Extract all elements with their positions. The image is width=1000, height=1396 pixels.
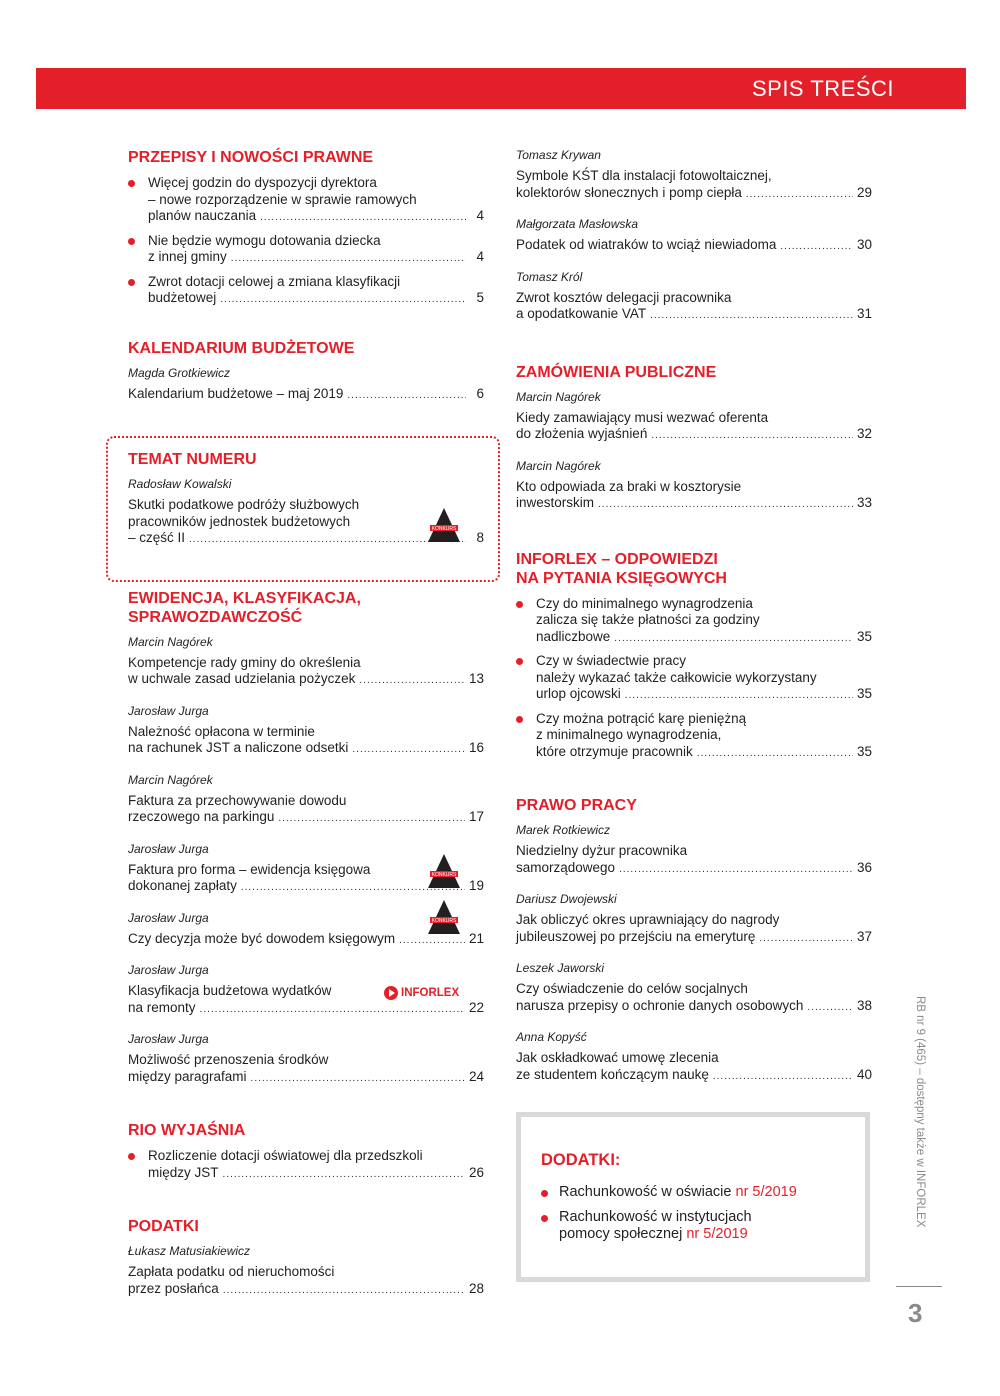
entry-line: Czy w świadectwie pracy: [536, 653, 687, 668]
dot-leader: [619, 860, 853, 879]
dot-leader: [780, 237, 853, 256]
header-banner: [36, 68, 966, 109]
svg-text:KONKURS: KONKURS: [431, 872, 457, 878]
dot-leader: [807, 998, 853, 1017]
toc-bullet-item[interactable]: [516, 653, 872, 705]
bullet-dot-icon: [128, 1153, 135, 1160]
bullet-dot-icon: [128, 279, 135, 286]
entry-line: Kompetencje rady gminy do określenia: [128, 654, 361, 670]
page-number: 35: [856, 628, 872, 644]
section-inforlex: [516, 550, 872, 763]
bullet-dot-icon: [128, 180, 135, 187]
entry-line: Więcej godzin do dyspozycji dyrektora: [148, 175, 377, 190]
entry-last-line: urlop ojcowski: [536, 686, 621, 701]
left-column: [128, 148, 484, 1319]
dot-leader: [650, 306, 853, 325]
section-zamowienia: [516, 363, 872, 514]
toc-entry[interactable]: [516, 479, 872, 514]
entry-last-line: jubileuszowej po przejściu na emeryturę: [516, 928, 756, 944]
toc-entry[interactable]: [128, 655, 484, 690]
author: Tomasz Król: [516, 269, 583, 284]
page-number: 26: [468, 1164, 484, 1180]
toc-entry[interactable]: [516, 843, 872, 878]
entry-last-line: rzeczowego na parkingu: [128, 809, 275, 824]
toc-entry[interactable]: [128, 793, 484, 828]
section-rio: [128, 1121, 484, 1183]
entry-last-line: nadliczbowe: [536, 628, 611, 644]
page-number: 13: [468, 671, 484, 686]
entry-last-line: budżetowej: [148, 290, 217, 305]
page-number: 38: [856, 997, 872, 1013]
toc-bullet-item[interactable]: [128, 175, 484, 227]
dot-leader: [352, 740, 465, 759]
entry-line: zalicza się także płatności za godziny: [536, 612, 760, 627]
dodatki-item-text: Rachunkowość w oświacie: [559, 1184, 732, 1200]
entry-last-line: planów nauczania: [148, 208, 257, 223]
page-title: SPIS TREŚCI: [751, 76, 894, 101]
section-title: KALENDARIUM BUDŻETOWE: [128, 339, 355, 357]
dot-leader: [697, 744, 853, 763]
dot-leader: [223, 1281, 465, 1300]
dot-leader: [713, 1067, 853, 1086]
entry-last-line: do złożenia wyjaśnień: [516, 426, 648, 441]
entry-last-line: między paragrafami: [128, 1068, 247, 1084]
toc-entry[interactable]: [516, 1050, 872, 1085]
entry-line: z minimalnego wynagrodzenia,: [536, 727, 722, 742]
page-number: 35: [856, 743, 872, 759]
dot-leader: [625, 686, 853, 705]
page-number: 28: [468, 1280, 484, 1296]
page-number-footer: 3: [908, 1298, 923, 1328]
dot-leader: [347, 386, 466, 405]
side-caption: RB nr 9 (465) – dostępny także w INFORLEX: [914, 996, 926, 1228]
page-number: 17: [468, 809, 484, 824]
entry-line: Kiedy zamawiający musi wezwać oferenta: [516, 409, 769, 425]
toc-entry[interactable]: [128, 724, 484, 759]
entry-line: należy wykazać także całkowicie wykorzystany: [536, 669, 817, 685]
entry-last-line: które otrzymuje pracownik: [536, 743, 693, 759]
author: Anna Kopyść: [516, 1030, 587, 1044]
dot-leader: [260, 208, 466, 227]
page-number: 22: [468, 999, 484, 1015]
entry-line: Zapłata podatku od nieruchomości: [128, 1264, 335, 1279]
svg-text:KONKURS: KONKURS: [431, 918, 457, 924]
toc-entry[interactable]: [128, 1264, 484, 1299]
page-number: 6: [476, 385, 484, 401]
entry-last-line: na remonty: [128, 999, 196, 1015]
author: Marcin Nagórek: [516, 458, 601, 473]
dot-leader: [189, 530, 466, 549]
entry-line: Faktura pro forma – ewidencja księgowa: [128, 861, 371, 877]
page-number: 30: [856, 237, 872, 252]
page-number: 4: [476, 249, 484, 264]
entry-line: Skutki podatkowe podróży służbowych: [128, 497, 360, 512]
section-title: RIO WYJAŚNIA: [128, 1122, 246, 1139]
dot-leader: [200, 1000, 465, 1019]
page-number: 4: [476, 208, 484, 223]
section-title: PODATKI: [128, 1218, 199, 1235]
author: Marcin Nagórek: [128, 634, 213, 649]
entry-line: Możliwość przenoszenia środków: [128, 1052, 329, 1067]
page-number: 8: [476, 530, 484, 545]
author: Jarosław Jurga: [128, 841, 209, 856]
dot-leader: [614, 629, 853, 648]
right-column: [516, 148, 872, 1105]
toc-bullet-item[interactable]: [516, 596, 872, 648]
dodatki-box: [516, 1112, 870, 1282]
entry-line: Jak obliczyć okres uprawniający do nagrody: [516, 912, 780, 927]
section-title: EWIDENCJA, KLASYFIKACJA, SPRAWOZDAWCZOŚĆ: [128, 589, 361, 626]
side-caption-wrap: [910, 996, 926, 1262]
dot-leader: [746, 185, 853, 204]
dodatki-item-issue: nr 5/2019: [735, 1184, 797, 1200]
entry-last-line: Czy decyzja może być dowodem księgowym: [128, 930, 396, 946]
bullet-dot-icon: [516, 601, 523, 608]
entry-line: Kto odpowiada za braki w kosztorysie: [516, 478, 742, 494]
section-title: PRAWO PRACY: [516, 797, 637, 814]
page-number: 5: [476, 290, 484, 305]
section-ewidencja: [128, 589, 484, 1088]
dodatki-item-issue: nr 5/2019: [686, 1226, 748, 1242]
toc-entry[interactable]: [128, 386, 484, 405]
entry-line: Czy można potrącić karę pieniężną: [536, 710, 747, 726]
entry-last-line: kolektorów słonecznych i pomp ciepła: [516, 184, 742, 200]
page-number: 16: [468, 740, 484, 755]
page-divider: [896, 1286, 942, 1287]
page-number: 24: [468, 1068, 484, 1084]
entry-last-line: narusza przepisy o ochronie danych osobowych: [516, 997, 804, 1013]
author: Dariusz Dwojewski: [516, 892, 617, 906]
author: Marek Rotkiewicz: [516, 823, 611, 837]
dodatki-title: DODATKI:: [541, 1151, 621, 1169]
dot-leader: [278, 809, 465, 828]
inforlex-badge: [384, 986, 459, 1000]
bullet-dot-icon: [541, 1215, 548, 1222]
dot-leader: [220, 290, 466, 309]
svg-text:KONKURS: KONKURS: [431, 526, 457, 532]
konkurs-badge-icon: [428, 854, 460, 888]
entry-last-line: samorządowego: [516, 859, 616, 875]
toc-bullet-item[interactable]: [128, 274, 484, 309]
dot-leader: [251, 1069, 465, 1088]
entry-line: Niedzielny dyżur pracownika: [516, 843, 688, 858]
konkurs-badge-icon: [428, 508, 460, 542]
entry-line: Faktura za przechowywanie dowodu: [128, 792, 347, 808]
dot-leader: [223, 1165, 465, 1184]
dodatki-item[interactable]: [541, 1209, 845, 1243]
author: Małgorzata Masłowska: [516, 217, 639, 231]
entry-line: Nie będzie wymogu dotowania dziecka: [148, 232, 381, 248]
section-podatki: [128, 1217, 484, 1299]
entry-line: – nowe rozporządzenie w sprawie ramowych: [148, 191, 417, 207]
inforlex-label: INFORLEX: [401, 987, 460, 999]
section-title: INFORLEX – ODPOWIEDZI NA PYTANIA KSIĘGOWYCH: [516, 550, 727, 587]
page-number: 19: [468, 878, 484, 893]
entry-line: Czy do minimalnego wynagrodzenia: [536, 595, 753, 611]
dot-leader: [231, 249, 466, 268]
entry-last-line: przez posłańca: [128, 1280, 219, 1296]
author: Marcin Nagórek: [128, 772, 213, 787]
section-przepisy: [128, 148, 484, 309]
toc-entry[interactable]: [516, 410, 872, 445]
page-number: 40: [856, 1066, 872, 1082]
bullet-dot-icon: [516, 716, 523, 723]
entry-line: pracowników jednostek budżetowych: [128, 513, 351, 529]
toc-bullet-item[interactable]: [128, 233, 484, 268]
entry-last-line: ze studentem kończącym naukę: [516, 1066, 709, 1082]
toc-bullet-item[interactable]: [128, 1148, 484, 1183]
page-number: 33: [856, 495, 872, 510]
author: Łukasz Matusiakiewicz: [128, 1244, 251, 1258]
entry-line: Należność opłacona w terminie: [128, 723, 315, 739]
entry-last-line: dokonanej zapłaty: [128, 878, 237, 893]
dot-leader: [651, 426, 853, 445]
section-kalendarium: [128, 339, 484, 405]
entry-last-line: między JST: [148, 1164, 219, 1180]
toc-entry[interactable]: [516, 912, 872, 947]
entry-line: Czy oświadczenie do celów socjalnych: [516, 981, 748, 996]
author: Jarosław Jurga: [128, 963, 209, 977]
toc-entry[interactable]: [516, 290, 872, 325]
author: Jarosław Jurga: [128, 910, 209, 925]
entry-last-line: – część II: [128, 530, 186, 545]
entry-line: Rozliczenie dotacji oświatowej dla przedszkoli: [148, 1148, 423, 1163]
page-number: 21: [468, 930, 484, 946]
page-number: 35: [856, 686, 872, 701]
section-title: PRZEPISY I NOWOŚCI PRAWNE: [128, 149, 374, 166]
entry-last-line: a opodatkowanie VAT: [516, 306, 647, 321]
toc-entry[interactable]: [516, 168, 872, 203]
entry-last-line: Podatek od wiatraków to wciąż niewiadoma: [516, 237, 777, 252]
play-icon: [384, 986, 398, 1000]
author: Tomasz Krywan: [516, 148, 601, 162]
konkurs-badge-icon: [428, 900, 460, 934]
entry-line: Symbole KŚT dla instalacji fotowoltaicznej,: [516, 168, 772, 183]
entry-last-line: w uchwale zasad udzielania pożyczek: [128, 671, 356, 686]
entry-line: Klasyfikacja budżetowa wydatków: [128, 983, 332, 998]
author: Marcin Nagórek: [516, 389, 601, 404]
page-number: 37: [856, 928, 872, 944]
author: Magda Grotkiewicz: [128, 365, 231, 380]
section-title: ZAMÓWIENIA PUBLICZNE: [516, 363, 717, 381]
section-podatki-cont: [516, 148, 872, 325]
entry-last-line: na rachunek JST a naliczone odsetki: [128, 740, 349, 755]
entry-last-line: z innej gminy: [148, 249, 227, 264]
page-number: 29: [856, 184, 872, 200]
section-title: TEMAT NUMERU: [128, 451, 257, 468]
author: Leszek Jaworski: [516, 961, 605, 975]
toc-entry[interactable]: [128, 1052, 484, 1087]
entry-last-line: Kalendarium budżetowe – maj 2019: [128, 385, 344, 401]
dot-leader: [598, 495, 853, 514]
bullet-dot-icon: [128, 238, 135, 245]
toc-entry[interactable]: [516, 981, 872, 1016]
entry-line: Jak oskładkować umowę zlecenia: [516, 1050, 719, 1065]
entry-line: Zwrot dotacji celowej a zmiana klasyfikacji: [148, 273, 401, 289]
toc-entry[interactable]: [516, 237, 872, 256]
bullet-dot-icon: [516, 658, 523, 665]
bullet-dot-icon: [541, 1190, 548, 1197]
dodatki-item-text: Rachunkowość w instytucjach pomocy społecznej: [559, 1209, 752, 1242]
entry-last-line: inwestorskim: [516, 495, 595, 510]
page-number: 31: [856, 306, 872, 321]
dot-leader: [359, 671, 465, 690]
entry-line: Zwrot kosztów delegacji pracownika: [516, 289, 732, 305]
toc-bullet-item[interactable]: [516, 711, 872, 763]
author: Jarosław Jurga: [128, 1032, 209, 1046]
dodatki-item[interactable]: [541, 1184, 845, 1201]
author: Jarosław Jurga: [128, 703, 209, 718]
dot-leader: [759, 929, 853, 948]
section-prawo: [516, 796, 872, 1085]
page-number: 36: [856, 859, 872, 875]
page-number: 32: [856, 426, 872, 441]
author: Radosław Kowalski: [128, 477, 232, 491]
